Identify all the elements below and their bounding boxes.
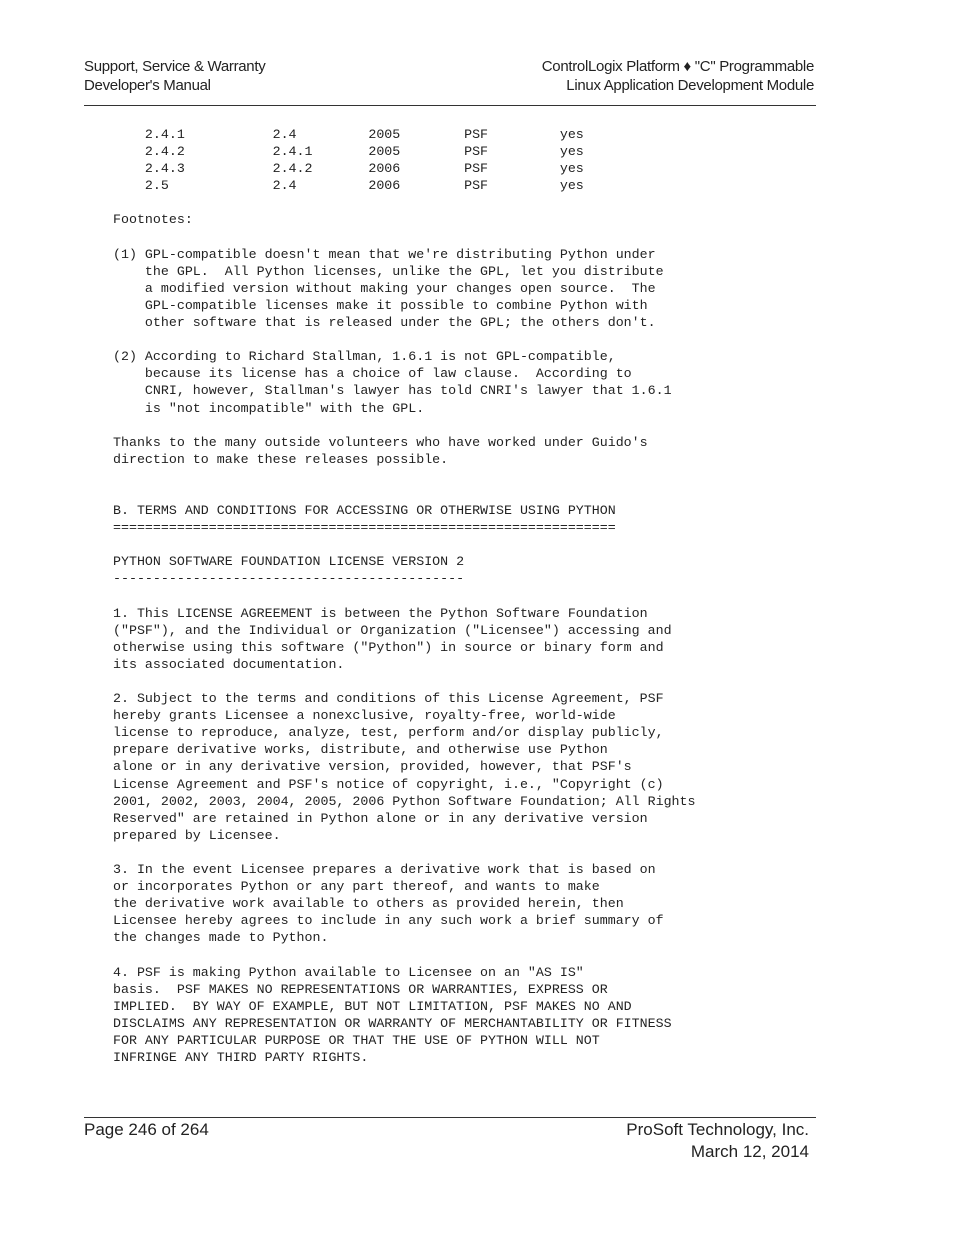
text-line: Thanks to the many outside volunteers who have worked under Guido's	[113, 434, 648, 450]
text-line: License Agreement and PSF's notice of copyright, i.e., "Copyright (c)	[113, 776, 664, 792]
footer-company: ProSoft Technology, Inc.	[626, 1120, 809, 1139]
text-line	[113, 331, 696, 348]
header-section-title: Support, Service & Warranty	[84, 58, 266, 75]
text-line: (1) GPL-compatible doesn't mean that we're distributing Python under	[113, 246, 656, 262]
text-line	[113, 194, 696, 211]
text-line: the GPL. All Python licenses, unlike the GPL, let you distribute	[113, 263, 664, 279]
text-line: prepare derivative works, distribute, and otherwise use Python	[113, 742, 608, 758]
text-line: ("PSF"), and the Individual or Organization ("Licensee") accessing and	[113, 622, 672, 638]
text-line: (2) According to Richard Stallman, 1.6.1 is not GPL-compatible,	[113, 349, 616, 365]
running-footer-right	[500, 1119, 809, 1163]
text-line: otherwise using this software ("Python") in source or binary form and	[113, 639, 664, 655]
text-line: its associated documentation.	[113, 656, 345, 672]
text-line: 2001, 2002, 2003, 2004, 2005, 2006 Python Software Foundation; All Rights	[113, 793, 696, 809]
text-line	[113, 536, 696, 553]
text-line: the derivative work available to others as provided herein, then	[113, 896, 624, 912]
running-header-left	[84, 57, 265, 95]
text-line: prepared by Licensee.	[113, 827, 281, 843]
text-line: PYTHON SOFTWARE FOUNDATION LICENSE VERSION 2	[113, 554, 465, 570]
text-line: CNRI, however, Stallman's lawyer has told CNRI's lawyer that 1.6.1	[113, 383, 672, 399]
text-line: the changes made to Python.	[113, 930, 329, 946]
page-number: Page 246 of 264	[84, 1120, 209, 1139]
header-product-line: ControlLogix Platform ♦ "C" Programmable	[541, 58, 814, 75]
text-line: INFRINGE ANY THIRD PARTY RIGHTS.	[113, 1050, 369, 1066]
text-line: --------------------------------------------	[113, 571, 465, 587]
text-line: B. TERMS AND CONDITIONS FOR ACCESSING OR OTHERWISE USING PYTHON	[113, 503, 616, 519]
text-line	[113, 588, 696, 605]
text-line: 3. In the event Licensee prepares a derivative work that is based on	[113, 862, 656, 878]
text-line	[113, 673, 696, 690]
text-line: alone or in any derivative version, provided, however, that PSF's	[113, 759, 632, 775]
text-line: Footnotes:	[113, 212, 193, 228]
text-line: FOR ANY PARTICULAR PURPOSE OR THAT THE USE OF PYTHON WILL NOT	[113, 1032, 600, 1048]
text-line: Reserved" are retained in Python alone or in any derivative version	[113, 810, 648, 826]
text-line: license to reproduce, analyze, test, perform and/or display publicly,	[113, 725, 664, 741]
text-line: 2.4.3 2.4.2 2006 PSF yes	[113, 161, 584, 177]
text-line	[113, 229, 696, 246]
footer-divider	[84, 1117, 816, 1118]
text-line	[113, 844, 696, 861]
text-line	[113, 485, 696, 502]
text-line: 2.5 2.4 2006 PSF yes	[113, 178, 584, 194]
text-line	[113, 468, 696, 485]
license-text-body	[113, 126, 696, 1066]
header-divider	[84, 105, 816, 106]
text-line: 4. PSF is making Python available to Licensee on an "AS IS"	[113, 964, 584, 980]
text-line: IMPLIED. BY WAY OF EXAMPLE, BUT NOT LIMITATION, PSF MAKES NO AND	[113, 998, 632, 1014]
text-line: basis. PSF MAKES NO REPRESENTATIONS OR WARRANTIES, EXPRESS OR	[113, 981, 608, 997]
text-line	[113, 417, 696, 434]
text-line: direction to make these releases possible.	[113, 451, 449, 467]
text-line: other software that is released under the GPL; the others don't.	[113, 315, 656, 331]
text-line: or incorporates Python or any part thereof, and wants to make	[113, 879, 600, 895]
text-line: 2.4.2 2.4.1 2005 PSF yes	[113, 144, 584, 160]
text-line: a modified version without making your changes open source. The	[113, 280, 656, 296]
header-module-name: Linux Application Development Module	[566, 77, 814, 94]
text-line: is "not incompatible" with the GPL.	[113, 400, 425, 416]
text-line: 1. This LICENSE AGREEMENT is between the Python Software Foundation	[113, 605, 648, 621]
text-line: 2.4.1 2.4 2005 PSF yes	[113, 127, 584, 142]
header-manual-title: Developer's Manual	[84, 77, 211, 94]
text-line: hereby grants Licensee a nonexclusive, royalty-free, world-wide	[113, 708, 616, 724]
text-line: ===============================================================	[113, 520, 616, 536]
text-line: 2. Subject to the terms and conditions of this License Agreement, PSF	[113, 691, 664, 707]
footer-date: March 12, 2014	[690, 1142, 809, 1161]
text-line: DISCLAIMS ANY REPRESENTATION OR WARRANTY OF MERCHANTABILITY OR FITNESS	[113, 1015, 672, 1031]
running-header-right	[430, 57, 814, 95]
text-line: GPL-compatible licenses make it possible to combine Python with	[113, 297, 648, 313]
text-line	[113, 947, 696, 964]
text-line: because its license has a choice of law clause. According to	[113, 366, 632, 382]
text-line: Licensee hereby agrees to include in any such work a brief summary of	[113, 913, 664, 929]
